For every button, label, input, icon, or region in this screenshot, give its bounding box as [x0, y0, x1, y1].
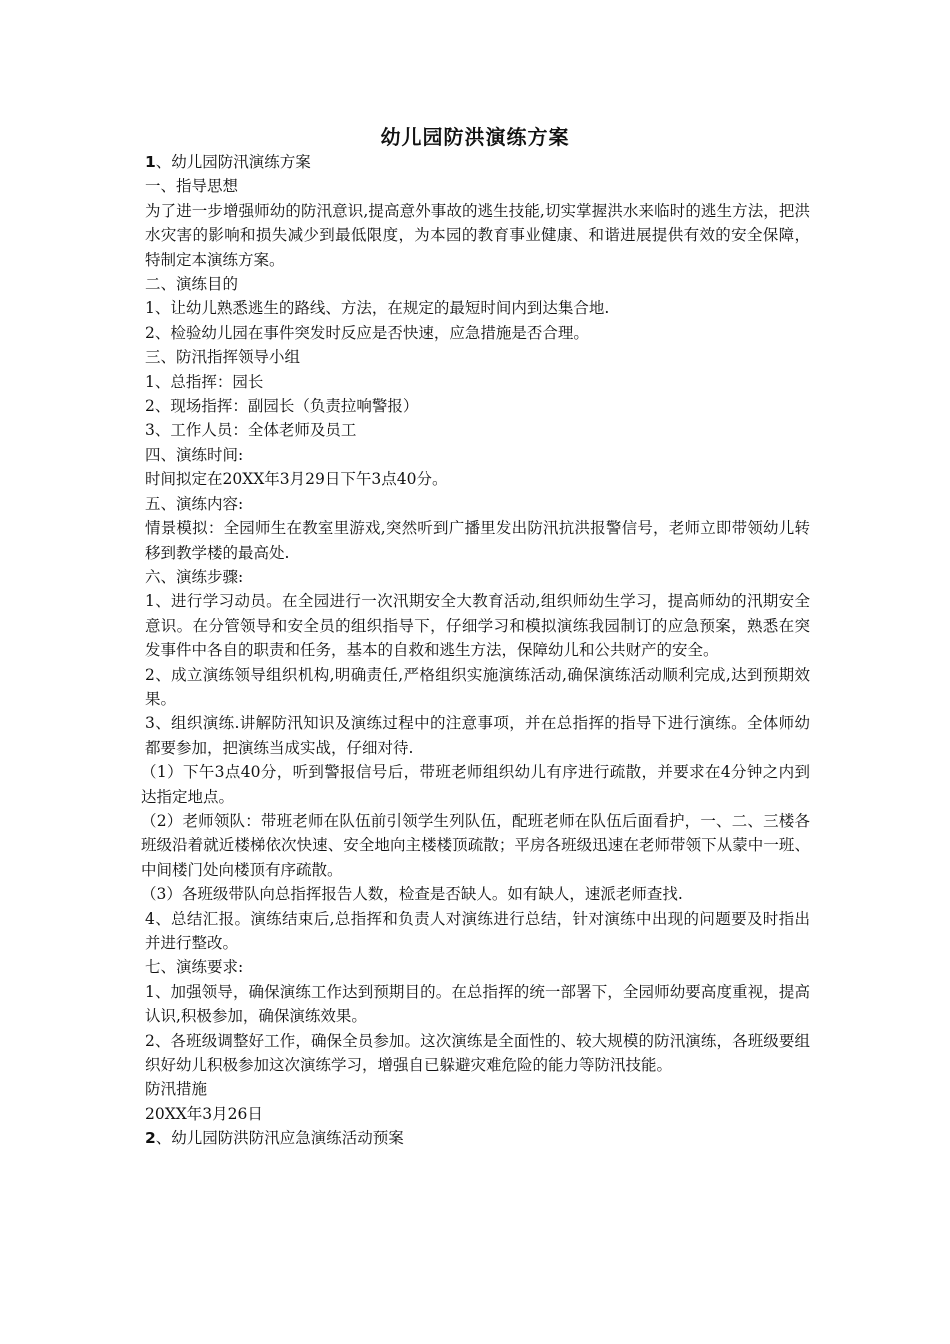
list-item: 3、组织演练.讲解防汛知识及演练过程中的注意事项，并在总指挥的指导下进行演练。全体师幼都要参加，把演练当成实战，仔细对待. — [145, 714, 810, 757]
heading-guiding-idea: 一、指导思想 — [145, 177, 239, 196]
list-item: 1、进行学习动员。在全园进行一次汛期安全大教育活动,组织师幼生学习，提高师幼的汛期安全意识。在分管领导和安全员的组织指导下，仔细学习和模拟演练我园制订的应急预案，熟悉在突发事件中各自的职责和任务，基本的自救和逃生方法，保障幼儿和公共财产的安全。 — [145, 592, 810, 660]
heading-time: 四、演练时间: — [145, 445, 244, 464]
sub-list-item: （2）老师领队：带班老师在队伍前引领学生列队伍，配班老师在队伍后面看护，一、二、三楼各班级沿着就近楼梯依次快速、安全地向主楼楼顶疏散；平房各班级迅速在老师带领下从蒙中一班、中间楼门处向楼顶有序疏散。 — [141, 811, 810, 879]
paragraph-time: 时间拟定在20XX年3月29日下午3点40分。 — [145, 470, 448, 489]
list-item: 2、各班级调整好工作，确保全员参加。这次演练是全面性的、较大规模的防汛演练，各班级要组织好幼儿积极参加这次演练学习，增强自已躲避灾难危险的能力等防汛技能。 — [145, 1031, 810, 1075]
document-title: 幼儿园防洪演练方案 — [380, 125, 570, 149]
list-item: 3、工作人员：全体老师及员工 — [145, 421, 357, 440]
section-title: 、幼儿园防洪防汛应急演练活动预案 — [155, 1129, 404, 1148]
section-number: 2 — [145, 1129, 156, 1148]
list-item: 1、总指挥：园长 — [145, 372, 264, 391]
sub-list-item: （3）各班级带队向总指挥报告人数，检查是否缺人。如有缺人，速派老师查找. — [141, 885, 683, 904]
document-body — [141, 150, 810, 1151]
section-heading-1 — [145, 150, 810, 174]
section-title: 、幼儿园防汛演练方案 — [155, 153, 311, 171]
paragraph-guiding-idea: 为了进一步增强师幼的防汛意识,提高意外事故的逃生技能,切实掌握洪水来临时的逃生方法，把洪水灾害的影响和损失减少到最低限度，为本园的教育事业健康、和谐进展提供有效的安全保障，特制定本演练方案。 — [145, 201, 810, 269]
list-item: 2、检验幼儿园在事件突发时反应是否快速，应急措施是否合理。 — [145, 323, 589, 342]
document-date: 20XX年3月26日 — [145, 1104, 263, 1123]
list-item: 4、总结汇报。演练结束后,总指挥和负责人对演练进行总结，针对演练中出现的问题要及时指出并进行整改。 — [145, 909, 810, 952]
sub-list-item: （1）下午3点40分，听到警报信号后，带班老师组织幼儿有序进行疏散，并要求在4分钟之内到达指定地点。 — [141, 763, 810, 806]
heading-steps: 六、演练步骤: — [145, 567, 244, 586]
heading-requirements: 七、演练要求: — [145, 958, 244, 977]
section-heading-2 — [145, 1126, 810, 1150]
heading-purpose: 二、演练目的 — [145, 275, 239, 294]
heading-content: 五、演练内容: — [145, 494, 244, 513]
signature-label: 防汛措施 — [145, 1080, 208, 1099]
heading-leadership: 三、防汛指挥领导小组 — [145, 348, 301, 367]
list-item: 1、加强领导，确保演练工作达到预期目的。在总指挥的统一部署下，全园师幼要高度重视，提高认识,积极参加，确保演练效果。 — [145, 982, 810, 1026]
paragraph-content: 情景模拟：全园师生在教室里游戏,突然听到广播里发出防汛抗洪报警信号，老师立即带领幼儿转移到教学楼的最高处. — [145, 519, 810, 562]
list-item: 2、成立演练领导组织机构,明确责任,严格组织实施演练活动,确保演练活动顺利完成,达到预期效果。 — [145, 665, 810, 708]
list-item: 2、现场指挥：副园长（负责拉响警报） — [145, 397, 419, 416]
section-number: 1 — [145, 153, 156, 171]
list-item: 1、让幼儿熟悉逃生的路线、方法，在规定的最短时间内到达集合地. — [145, 299, 610, 318]
